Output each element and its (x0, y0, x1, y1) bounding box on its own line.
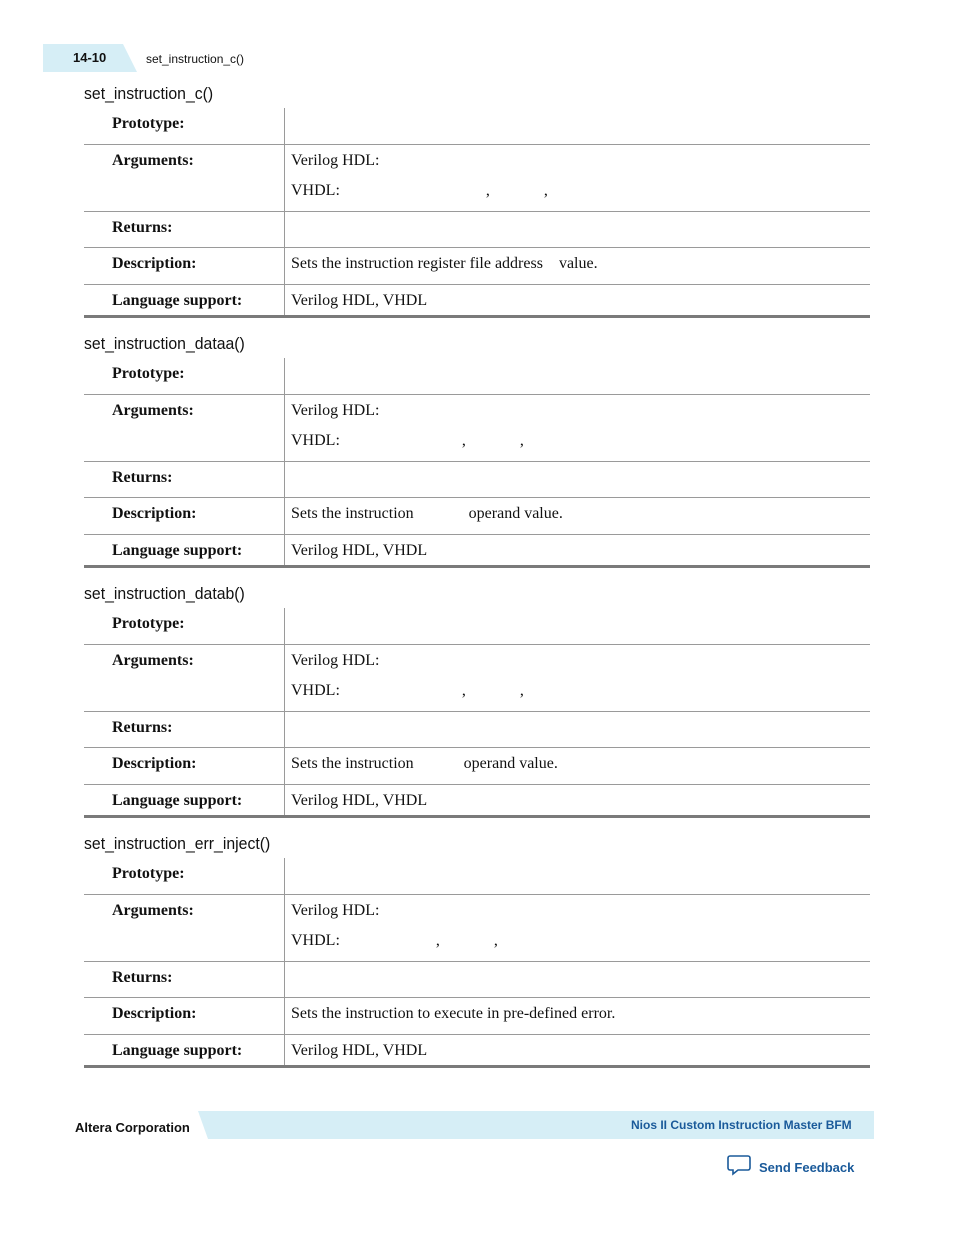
api-table (84, 108, 870, 318)
returns-label: Returns: (84, 962, 285, 997)
arguments-label: Arguments: (84, 395, 285, 461)
prototype-label: Prototype: (84, 608, 285, 644)
returns-value (285, 712, 870, 747)
section-set-instruction-err-inject (84, 832, 870, 1068)
arguments-row (84, 895, 870, 962)
section-title: set_instruction_datab() (84, 584, 245, 603)
prototype-label: Prototype: (84, 358, 285, 394)
returns-label: Returns: (84, 212, 285, 247)
arguments-vhdl: VHDL: (291, 182, 340, 199)
arguments-label: Arguments: (84, 895, 285, 961)
prototype-value (285, 358, 870, 394)
arguments-verilog: Verilog HDL: (291, 152, 380, 169)
send-feedback-label: Send Feedback (759, 1160, 855, 1175)
returns-value (285, 462, 870, 497)
arguments-vhdl-line: VHDL: , , (291, 682, 524, 699)
description-text: Sets the instruction (291, 505, 414, 522)
section-set-instruction-datab (84, 582, 870, 818)
footer-company: Altera Corporation (75, 1120, 190, 1135)
language-label: Language support: (84, 285, 285, 315)
language-value: Verilog HDL, VHDL (291, 792, 428, 809)
description-value (285, 998, 870, 1034)
arguments-label: Arguments: (84, 645, 285, 711)
description-row (84, 248, 870, 285)
page-number: 14-10 (73, 50, 107, 65)
footer-doc-title[interactable]: Nios II Custom Instruction Master BFM (631, 1118, 852, 1132)
description-row (84, 748, 870, 785)
arguments-verilog: Verilog HDL: (291, 652, 380, 669)
section-title: set_instruction_dataa() (84, 334, 245, 353)
description-text-end: operand value. (468, 505, 563, 522)
description-label: Description: (84, 498, 285, 534)
language-label: Language support: (84, 535, 285, 565)
returns-label: Returns: (84, 712, 285, 747)
prototype-value (285, 858, 870, 894)
arguments-row (84, 645, 870, 712)
language-row (84, 785, 870, 815)
running-title: set_instruction_c() (146, 52, 245, 66)
language-value: Verilog HDL, VHDL (291, 542, 428, 559)
description-value (285, 498, 870, 534)
description-text: Sets the instruction (291, 755, 414, 772)
prototype-value (285, 108, 870, 144)
prototype-row (84, 108, 870, 145)
arguments-value (285, 645, 870, 711)
api-table (84, 608, 870, 818)
section-set-instruction-dataa (84, 332, 870, 568)
description-text: Sets the instruction register file address (291, 255, 543, 272)
arguments-vhdl: VHDL: (291, 682, 340, 699)
arguments-value (285, 895, 870, 961)
prototype-value (285, 608, 870, 644)
description-label: Description: (84, 998, 285, 1034)
description-value (285, 248, 870, 284)
returns-label: Returns: (84, 462, 285, 497)
returns-row (84, 962, 870, 998)
prototype-row (84, 358, 870, 395)
description-text-end: value. (558, 255, 598, 272)
language-value: Verilog HDL, VHDL (291, 1042, 428, 1059)
returns-value (285, 212, 870, 247)
prototype-label: Prototype: (84, 858, 285, 894)
arguments-vhdl: VHDL: (291, 932, 340, 949)
arguments-vhdl-line: VHDL: , , (291, 432, 524, 449)
returns-value (285, 962, 870, 997)
description-row (84, 998, 870, 1035)
arguments-row (84, 145, 870, 212)
language-row (84, 285, 870, 315)
description-value (285, 748, 870, 784)
section-title: set_instruction_err_inject() (84, 834, 271, 853)
language-row (84, 1035, 870, 1065)
speech-bubble-icon (727, 1154, 751, 1181)
language-value: Verilog HDL, VHDL (291, 292, 428, 309)
prototype-label: Prototype: (84, 108, 285, 144)
arguments-value (285, 145, 870, 211)
prototype-row (84, 608, 870, 645)
language-label: Language support: (84, 785, 285, 815)
prototype-row (84, 858, 870, 895)
description-text-end: operand value. (463, 755, 558, 772)
arguments-value (285, 395, 870, 461)
returns-row (84, 462, 870, 498)
arguments-verilog: Verilog HDL: (291, 902, 380, 919)
returns-row (84, 712, 870, 748)
language-label: Language support: (84, 1035, 285, 1065)
api-table (84, 358, 870, 568)
language-row (84, 535, 870, 565)
description-label: Description: (84, 748, 285, 784)
description-row (84, 498, 870, 535)
arguments-label: Arguments: (84, 145, 285, 211)
description-text: Sets the instruction to execute in pre-defined error. (291, 1005, 616, 1022)
arguments-vhdl-line: VHDL: , , (291, 182, 548, 199)
send-feedback-link[interactable] (727, 1154, 854, 1181)
api-table (84, 858, 870, 1068)
section-set-instruction-c (84, 82, 870, 318)
arguments-vhdl-line: VHDL: , , (291, 932, 498, 949)
section-title: set_instruction_c() (84, 84, 214, 103)
description-label: Description: (84, 248, 285, 284)
arguments-verilog: Verilog HDL: (291, 402, 380, 419)
arguments-row (84, 395, 870, 462)
arguments-vhdl: VHDL: (291, 432, 340, 449)
returns-row (84, 212, 870, 248)
